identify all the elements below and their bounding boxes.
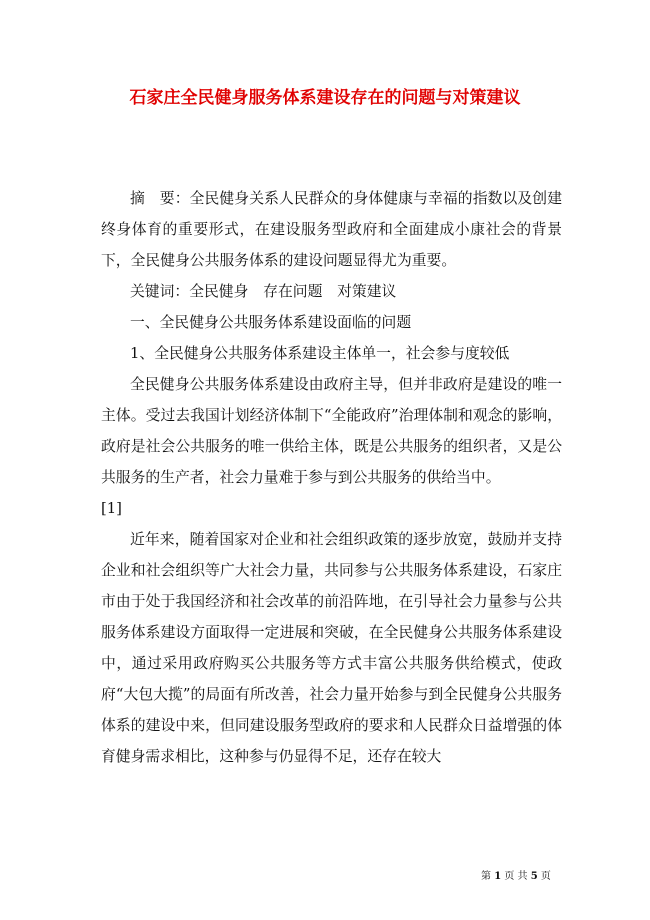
- abstract-paragraph: 摘 要：全民健身关系人民群众的身体健康与幸福的指数以及创建终身体育的重要形式，在建设服务型政府和全面建成小康社会的背景下，全民健身公共服务体系的建设问题显得尤为重要。: [101, 190, 562, 269]
- body-paragraph-2: 近年来，随着国家对企业和社会组织政策的逐步放宽，鼓励并支持企业和社会组织等广大社会力量，共同参与公共服务体系建设，石家庄市由于处于我国经济和社会改革的前沿阵地，在引导社会力量参与公共服务体系建设方面取得一定进展和突破，在全民健身公共服务体系建设中，通过采用政府购买公共服务等方式丰富公共服务供给模式，使政府“大包大揽”的局面有所改善，社会力量开始参与到全民健身公共服务体系的建设中来，但同建设服务型政府的要求和人民群众日益增强的体育健身需求相比，这种参与仍显得不足，还存在较大: [101, 531, 562, 765]
- footer-page-number: 1: [494, 871, 502, 882]
- footer-prefix: 第: [481, 871, 491, 882]
- footer-suffix: 页: [540, 871, 551, 882]
- document-body: [101, 183, 562, 772]
- footer-total-pages: 5: [530, 871, 538, 882]
- keywords-line: 关键词：全民健身 存在问题 对策建议: [130, 283, 397, 300]
- citation-reference: [1]: [101, 500, 122, 517]
- body-paragraph-1: 全民健身公共服务体系建设由政府主导，但并非政府是建设的唯一主体。受过去我国计划经济体制下“全能政府”治理体制和观念的影响，政府是社会公共服务的唯一供给主体，既是公共服务的组织者，又是公共服务的生产者，社会力量难于参与到公共服务的供给当中。: [101, 376, 562, 486]
- document-title: 石家庄全民健身服务体系建设存在的问题与对策建议: [129, 88, 521, 108]
- footer-middle: 页 共: [504, 871, 528, 882]
- section-heading: 一、全民健身公共服务体系建设面临的问题: [130, 314, 412, 331]
- page-footer: [481, 867, 571, 882]
- subsection-heading: 1、全民健身公共服务体系建设主体单一，社会参与度较低: [130, 345, 510, 362]
